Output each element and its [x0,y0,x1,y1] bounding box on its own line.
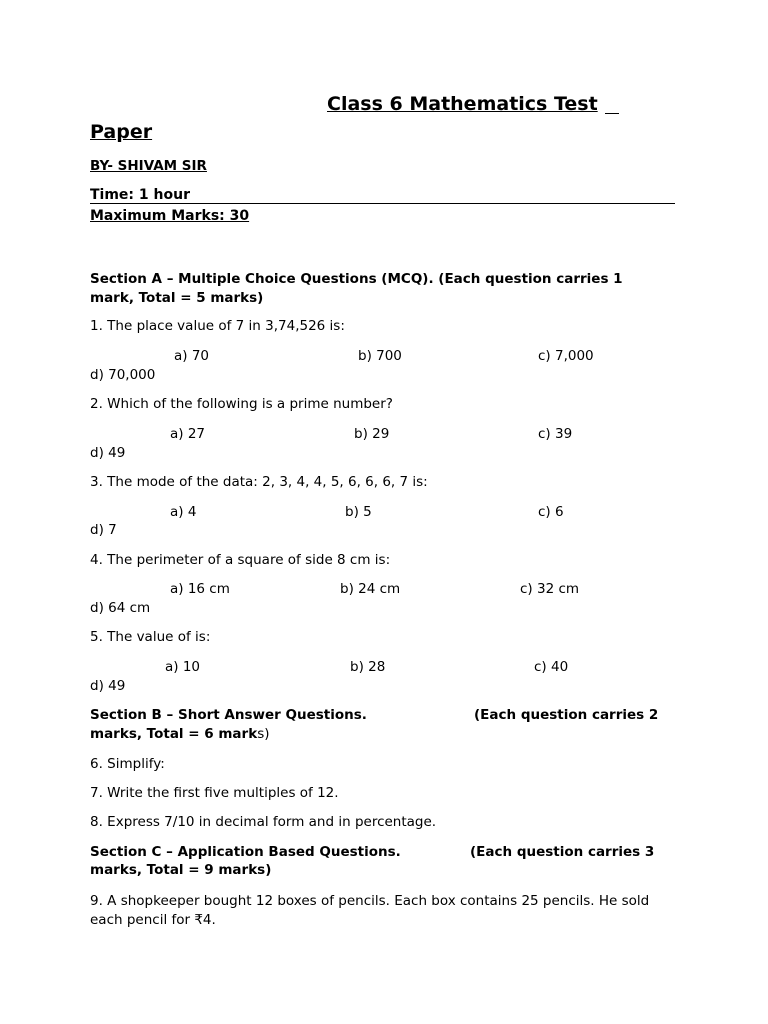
q2-option-d: d) 49 [90,445,126,461]
section-c-heading-line-2: marks, Total = 9 marks) [90,862,272,878]
title-line-2: Paper [90,121,153,143]
question-2: 2. Which of the following is a prime number? [90,396,393,412]
q2-option-c: c) 39 [538,426,573,442]
section-c-heading-marks: (Each question carries 3 [470,844,655,860]
question-8: 8. Express 7/10 in decimal form and in percentage. [90,814,437,830]
q2-option-a: a) 27 [170,426,206,442]
q5-option-a: a) 10 [165,659,201,675]
q1-option-c: c) 7,000 [538,348,594,364]
q1-option-a: a) 70 [174,348,210,364]
q3-option-b: b) 5 [345,504,372,520]
time-line: Time: 1 hour [90,187,190,203]
author-line: BY- SHIVAM SIR [90,158,207,174]
question-9: 9. A shopkeeper bought 12 boxes of pencils. Each box contains 25 pencils. He sold each pencil for ₹4. [90,893,650,928]
question-7: 7. Write the first five multiples of 12. [90,785,339,801]
question-3: 3. The mode of the data: 2, 3, 4, 4, 5, 6, 6, 6, 7 is: [90,474,428,490]
question-1: 1. The place value of 7 in 3,74,526 is: [90,318,345,334]
q3-option-c: c) 6 [538,504,564,520]
section-a-heading: Section A – Multiple Choice Questions (MCQ). (Each question carries 1 mark, Total = 5 marks) [90,271,623,306]
q4-option-b: b) 24 cm [340,581,401,597]
q1-option-b: b) 700 [358,348,402,364]
section-b-heading-line-2-tail: s) [257,726,270,742]
q3-option-a: a) 4 [170,504,197,520]
title-line-1: Class 6 Mathematics Test [327,93,598,115]
question-4: 4. The perimeter of a square of side 8 cm is: [90,552,391,568]
q4-option-c: c) 32 cm [520,581,580,597]
q4-option-d: d) 64 cm [90,600,151,616]
question-5: 5. The value of is: [90,629,211,645]
q3-option-d: d) 7 [90,522,117,538]
section-b-heading-marks: (Each question carries 2 [474,707,659,723]
time-rule [90,203,675,204]
section-b-heading-title: Section B – Short Answer Questions. [90,707,367,723]
q5-option-c: c) 40 [534,659,569,675]
title-underline-tail [605,113,619,114]
q5-option-d: d) 49 [90,678,126,694]
section-b-heading-line-2-bold: marks, Total = 6 mark [90,726,258,742]
question-6: 6. Simplify: [90,756,165,772]
section-c-heading-title: Section C – Application Based Questions. [90,844,401,860]
q4-option-a: a) 16 cm [170,581,230,597]
section-b-heading-line-2 [90,726,270,742]
q2-option-b: b) 29 [354,426,390,442]
max-marks-line: Maximum Marks: 30 [90,208,250,224]
q5-option-b: b) 28 [350,659,386,675]
q1-option-d: d) 70,000 [90,367,156,383]
